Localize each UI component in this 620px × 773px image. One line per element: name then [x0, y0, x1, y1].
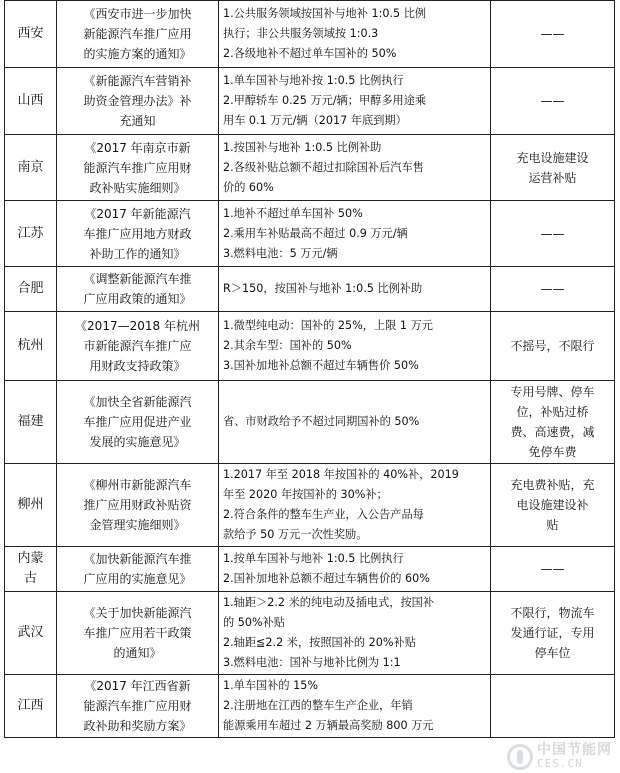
other-policy-cell [491, 267, 615, 312]
subsidy-content-cell-line: 3.燃料电池：5 万元/辆 [223, 246, 338, 260]
document-name-cell-line: 《2017—2018 年杭州 [75, 319, 200, 333]
document-name-cell [57, 267, 219, 312]
other-policy-cell [491, 201, 615, 267]
other-policy-cell-line: 费、高速费，减 [510, 425, 595, 439]
other-policy-cell-line: 充电费补贴，充 [510, 478, 595, 492]
document-name-cell-line: 《2017 年南京市新 [84, 140, 191, 155]
subsidy-content-cell [219, 312, 491, 381]
document-name-cell-line: 能源汽车推广应用财 [83, 160, 192, 175]
subsidy-content-cell-line: 2.符合条件的整车生产业，入公告产品每 [223, 508, 424, 521]
other-policy-cell-line: —— [540, 282, 565, 296]
document-name-cell-line: 《柳州市新能源汽车 [83, 478, 192, 492]
document-name-cell [57, 312, 219, 381]
other-policy-cell [491, 592, 615, 675]
city-cell-line: 合肥 [17, 281, 44, 296]
subsidy-content-cell [219, 675, 491, 738]
city-cell-line: 柳州 [17, 497, 44, 512]
other-policy-cell [491, 381, 615, 464]
city-cell-line: 南京 [17, 159, 44, 175]
subsidy-content-cell-line: 2.甲醇轿车 0.25 万元/辆；甲醇多用途乘 [223, 94, 427, 107]
table-row [5, 312, 615, 381]
other-policy-cell-line: 停车位 [534, 646, 571, 660]
table-row [5, 267, 615, 312]
other-policy-cell-line: 不摇号，不限行 [510, 339, 595, 353]
subsidy-content-cell [219, 1, 491, 68]
other-policy-cell-line: 位，补贴过桥 [516, 405, 589, 419]
subsidy-content-cell-line: 1.单车国补的 15% [223, 679, 319, 692]
city-cell [5, 267, 57, 312]
document-name-cell [57, 381, 219, 464]
subsidy-content-cell-line: 款给予 50 万元一次性奖励。 [223, 528, 368, 541]
subsidy-content-cell [219, 547, 491, 592]
other-policy-cell [491, 547, 615, 592]
other-policy-cell-line: —— [540, 226, 565, 241]
document-name-cell [57, 547, 219, 592]
document-name-cell-line: 补助工作的通知》 [89, 246, 186, 261]
subsidy-content-cell-line: 2.其余车型：国补的 50% [223, 339, 352, 352]
document-name-cell-line: 金管理实施细则》 [89, 518, 186, 532]
other-policy-cell-line: —— [540, 27, 565, 41]
city-cell-line: 江西 [17, 698, 44, 713]
other-policy-cell-line: —— [540, 94, 565, 108]
other-policy-cell-line: 电设施建设补 [516, 498, 589, 512]
city-cell [5, 675, 57, 738]
city-cell-line: 内蒙 [17, 551, 44, 566]
document-name-cell [57, 675, 219, 738]
table-row [5, 547, 615, 592]
city-cell-line: 武汉 [17, 625, 44, 640]
document-name-cell-line: 推广应用财政补贴资 [83, 498, 192, 512]
city-cell-line: 福建 [17, 414, 44, 429]
document-name-cell-line: 充通知 [119, 114, 156, 128]
document-name-cell-line: 发展的实施意见》 [89, 435, 186, 449]
document-name-cell-line: 《西安市进一步加快 [83, 7, 192, 21]
watermark-en: CES.CN [537, 757, 583, 770]
document-name-cell-line: 《2017 年新能源汽 [84, 206, 191, 221]
subsidy-content-cell-line: 1.2017 年至 2018 年按国补的 40%补，2019 [223, 468, 459, 481]
subsidy-content-cell [219, 201, 491, 267]
city-cell [5, 381, 57, 464]
other-policy-cell-line: 免停车费 [528, 445, 577, 459]
document-name-cell-line: 广应用的实施意见》 [83, 572, 192, 586]
city-cell [5, 135, 57, 201]
subsidy-content-cell-line: 1.单车国补与地补按 1:0.5 比例执行 [223, 74, 404, 87]
document-name-cell-line: 车推广应用地方财政 [83, 226, 192, 241]
watermark-cn: 中国节能网 [537, 742, 612, 758]
subsidy-content-cell-line: 的 50%补贴 [223, 616, 285, 629]
subsidy-content-cell-line: 2.乘用车补贴最高不超过 0.9 万元/辆 [223, 226, 408, 240]
document-name-cell [57, 135, 219, 201]
subsidy-content-cell-line: R＞150，按国补与地补 1:0.5 比例补助 [223, 282, 423, 295]
city-cell [5, 312, 57, 381]
document-name-cell-line: 市新能源汽车推广应 [83, 339, 192, 353]
subsidy-content-cell-line: 2.各级地补不超过单车国补的 50% [223, 47, 397, 60]
subsidy-content-cell-line: 用车 0.1 万元/辆（2017 年底到期） [223, 114, 407, 127]
subsidy-content-cell [219, 267, 491, 312]
city-cell [5, 68, 57, 135]
table-row [5, 464, 615, 547]
document-name-cell-line: 新能源汽车推广应用 [83, 27, 192, 41]
subsidy-content-cell-line: 1.按国补与地补 1:0.5 比例补助 [223, 140, 382, 154]
document-name-cell [57, 201, 219, 267]
city-cell-line: 杭州 [17, 338, 44, 353]
document-name-cell-line: 助资金管理办法》补 [83, 94, 192, 108]
other-policy-cell-line: 充电设施建设 [516, 150, 589, 165]
other-policy-cell-line: 贴 [546, 518, 559, 532]
other-policy-cell-line: 发通行证，专用 [510, 626, 595, 640]
document-name-cell-line: 车推广应用若干政策 [83, 626, 192, 640]
other-policy-cell [491, 68, 615, 135]
subsidy-content-cell-line: 省、市财政给予不超过同期国补的 50% [223, 415, 420, 428]
subsidy-content-cell-line: 执行；非公共服务领域按 1:0.3 [223, 27, 379, 40]
table-row [5, 68, 615, 135]
other-policy-cell [491, 675, 615, 738]
table-row [5, 135, 615, 201]
subsidy-content-cell-line: 价的 60% [223, 180, 274, 194]
document-name-cell-line: 广应用政策的通知》 [83, 292, 192, 306]
ces-logo-icon [507, 744, 533, 770]
table-row [5, 381, 615, 464]
other-policy-cell-line: 运营补贴 [528, 170, 577, 185]
subsidy-content-cell-line: 2.注册地在江西的整车生产企业，年销 [223, 699, 413, 712]
subsidy-content-cell-line: 2.各级补贴总额不超过扣除国补后汽车售 [223, 160, 424, 174]
document-name-cell [57, 1, 219, 68]
city-cell-line: 古 [23, 571, 37, 586]
city-cell [5, 201, 57, 267]
table-row [5, 592, 615, 675]
subsidy-content-cell [219, 381, 491, 464]
city-cell-line: 山西 [17, 93, 44, 108]
subsidy-content-cell-line: 1.微型纯电动：国补的 25%，上限 1 万元 [223, 319, 433, 332]
other-policy-cell [491, 135, 615, 201]
city-cell-line: 江苏 [17, 225, 44, 241]
city-cell [5, 464, 57, 547]
other-policy-cell [491, 464, 615, 547]
document-name-cell-line: 的通知》 [113, 646, 162, 660]
subsidy-content-cell [219, 135, 491, 201]
document-name-cell-line: 《调整新能源汽车推 [83, 272, 192, 286]
subsidy-policy-table [4, 0, 615, 738]
table-row [5, 201, 615, 267]
other-policy-cell [491, 1, 615, 68]
document-name-cell-line: 《加快全省新能源汽 [83, 395, 192, 409]
subsidy-content-cell-line: 1.按单车国补与地补 1:0.5 比例执行 [223, 552, 404, 565]
subsidy-content-cell-line: 1.地补不超过单车国补 50% [223, 206, 363, 220]
document-name-cell-line: 《加快新能源汽车推 [83, 552, 192, 566]
subsidy-content-cell [219, 464, 491, 547]
document-name-cell-line: 能源汽车推广应用财 [83, 699, 192, 713]
document-name-cell-line: 《新能源汽车营销补 [83, 74, 192, 88]
subsidy-content-cell-line: 年至 2020 年按国补的 30%补； [223, 488, 388, 501]
document-name-cell-line: 用财政支持政策》 [89, 359, 186, 373]
document-name-cell-line: 车推广应用促进产业 [83, 415, 192, 429]
document-name-cell-line: 政补助和奖励方案》 [83, 719, 192, 733]
document-name-cell [57, 68, 219, 135]
watermark [507, 743, 612, 771]
city-cell [5, 547, 57, 592]
city-cell-line: 西安 [17, 26, 44, 41]
document-name-cell-line: 《关于加快新能源汽 [83, 606, 192, 620]
subsidy-content-cell-line: 1.公共服务领域按国补与地补 1:0.5 比例 [223, 7, 427, 20]
subsidy-content-cell-line: 2.轴距≦2.2 米，按照国补的 20%补贴 [223, 636, 416, 649]
subsidy-content-cell-line: 1.轴距＞2.2 米的纯电动及插电式，按国补 [223, 596, 435, 609]
other-policy-cell-line: —— [540, 562, 565, 576]
table-row [5, 675, 615, 738]
document-name-cell [57, 592, 219, 675]
subsidy-content-cell-line: 3.国补加地补总额不超过车辆售价 50% [223, 359, 419, 372]
document-name-cell-line: 《2017 年江西省新 [84, 679, 191, 693]
subsidy-content-cell-line: 2.国补加地补总额不超过车辆售价的 60% [223, 572, 430, 585]
table-row [5, 1, 615, 68]
document-name-cell [57, 464, 219, 547]
city-cell [5, 592, 57, 675]
other-policy-cell-line: 专用号牌、停车 [510, 385, 595, 399]
subsidy-content-cell-line: 能源乘用车超过 2 万辆最高奖励 800 万元 [223, 719, 434, 732]
document-name-cell-line: 政补贴实施细则》 [89, 180, 186, 195]
other-policy-cell-line: 不限行，物流车 [510, 606, 595, 620]
subsidy-content-cell [219, 68, 491, 135]
subsidy-content-cell-line: 3.燃料电池：国补与地补比例为 1:1 [223, 656, 401, 669]
document-name-cell-line: 的实施方案的通知》 [83, 47, 192, 61]
subsidy-content-cell [219, 592, 491, 675]
city-cell [5, 1, 57, 68]
other-policy-cell [491, 312, 615, 381]
